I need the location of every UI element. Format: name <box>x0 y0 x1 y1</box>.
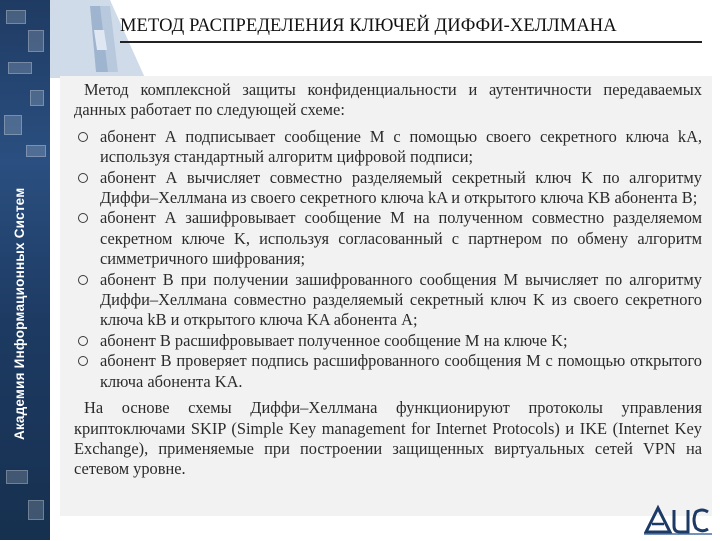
conclusion-paragraph: На основе схемы Диффи–Хеллмана функционируют протоколы управления криптоключами SKIP (Simple Key management for Internet Protocols) и IKE (Internet Key Exchange), применяемые при построении защищенных виртуальных сетей VPN на сетевом уровне. <box>74 398 702 479</box>
intro-paragraph: Метод комплексной защиты конфиденциальности и аутентичности передаваемых данных работает по следующей схеме: <box>74 80 702 120</box>
circle-bullet-icon <box>78 336 88 346</box>
circle-bullet-icon <box>78 275 88 285</box>
sidebar-banner <box>0 0 50 540</box>
sidebar-label: Академия Информационных Систем <box>12 187 27 440</box>
list-item <box>74 168 702 209</box>
list-item <box>74 270 702 331</box>
title-underline <box>120 41 702 43</box>
list-item-text: абонент В при получении зашифрованного сообщения М вычисляет по алгоритму Диффи–Хеллмана совместно разделяемый секретный ключ K из своего секретного ключа kB и открытого ключа KA абонента A; <box>100 269 702 330</box>
list-item-text: абонент В проверяет подпись расшифрованного сообщения М с помощью открытого ключа абонента KA. <box>100 351 702 391</box>
scheme-steps-list <box>74 127 702 392</box>
circle-bullet-icon <box>78 132 88 142</box>
ais-logo-icon <box>644 504 712 536</box>
list-item-text: абонент В расшифровывает полученное сообщение М на ключе K; <box>100 330 568 350</box>
list-item <box>74 127 702 168</box>
list-item <box>74 331 702 351</box>
list-item-text: абонент А вычисляет совместно разделяемый секретный ключ K по алгоритму Диффи–Хеллмана из своего секретного ключа kA и открытого ключа KB абонента В; <box>100 167 702 208</box>
circle-bullet-icon <box>78 356 88 366</box>
corner-graphic <box>50 0 150 78</box>
content-panel <box>60 76 712 516</box>
list-item-text: абонент А зашифровывает сообщение М на полученном совместно разделяемом секретном ключе K, используя согласованный с партнером по обмену алгоритм симметричного шифрования; <box>100 208 702 269</box>
circle-bullet-icon <box>78 213 88 223</box>
list-item <box>74 208 702 269</box>
list-item <box>74 351 702 392</box>
page-title: МЕТОД РАСПРЕДЕЛЕНИЯ КЛЮЧЕЙ ДИФФИ-ХЕЛЛМАНА <box>120 16 617 36</box>
circle-bullet-icon <box>78 173 88 183</box>
list-item-text: абонент А подписывает сообщение М с помощью своего секретного ключа kA, используя стандартный алгоритм цифровой подписи; <box>100 126 702 167</box>
